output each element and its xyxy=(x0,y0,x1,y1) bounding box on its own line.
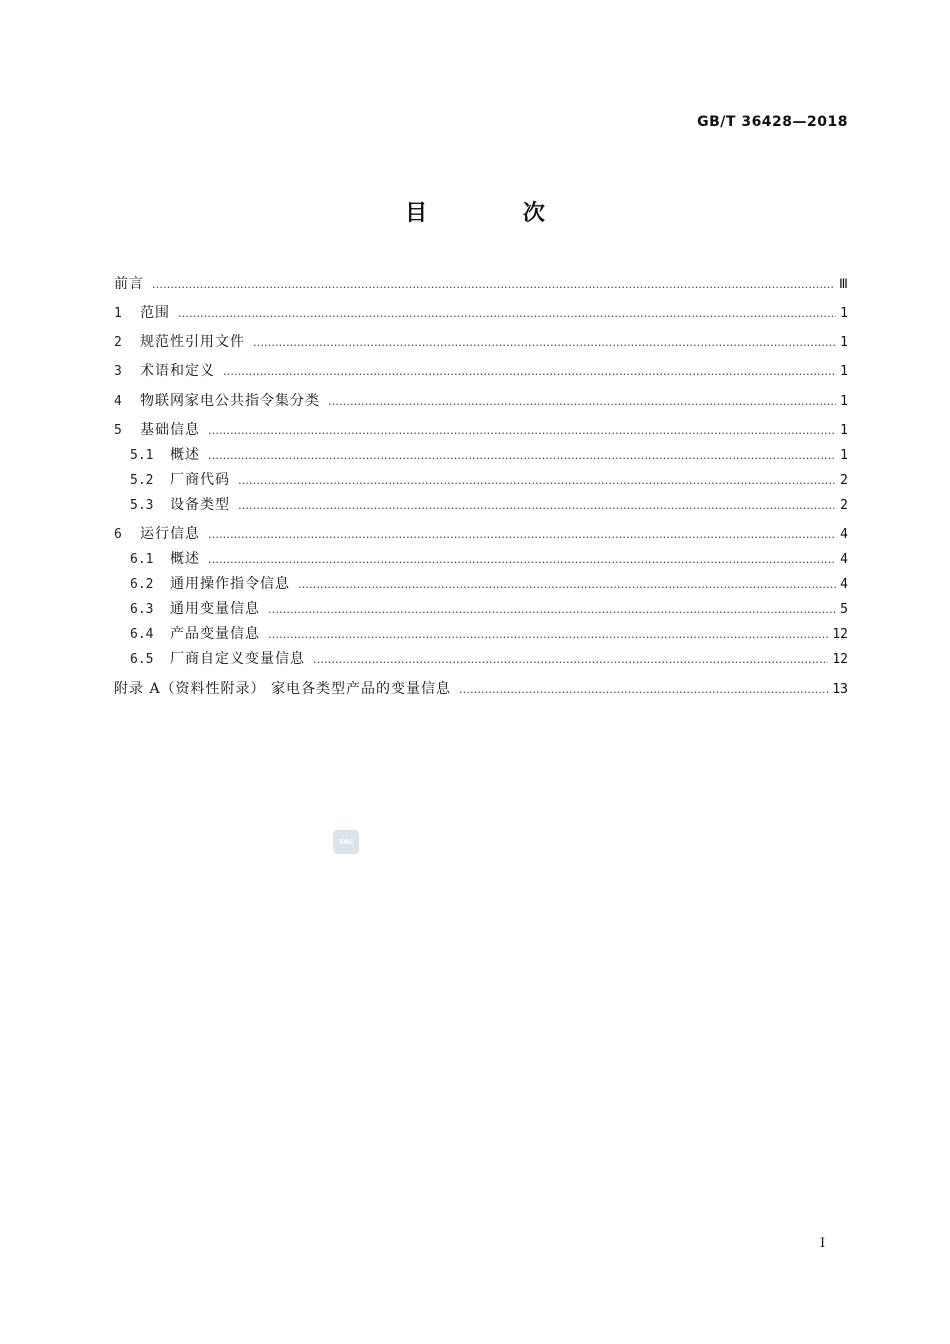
toc-label: 术语和定义 xyxy=(140,363,215,379)
toc-entry-6-2[interactable] xyxy=(130,574,848,594)
toc-label: 通用操作指令信息 xyxy=(170,576,290,592)
toc-page: Ⅲ xyxy=(839,277,848,292)
toc-number: 3 xyxy=(114,364,122,379)
toc-leader-dots xyxy=(208,550,836,570)
toc-entry-3[interactable] xyxy=(114,361,848,381)
toc-page: 1 xyxy=(840,364,848,379)
toc-entry-annex-a[interactable] xyxy=(114,679,848,699)
standard-number: GB/T 36428—2018 xyxy=(697,114,848,130)
toc-leader-dots xyxy=(152,275,835,295)
toc-label: 厂商代码 xyxy=(170,472,230,488)
toc-number: 5.3 xyxy=(130,498,154,513)
toc-page: 4 xyxy=(840,527,848,542)
toc-page: 13 xyxy=(832,682,848,697)
toc-page: 2 xyxy=(840,473,848,488)
toc-number: 6.4 xyxy=(130,627,154,642)
toc-page: 1 xyxy=(840,335,848,350)
toc-number: 1 xyxy=(114,306,122,321)
toc-leader-dots xyxy=(313,650,828,670)
toc-leader-dots xyxy=(268,625,828,645)
toc-number: 6 xyxy=(114,527,122,542)
toc-leader-dots xyxy=(223,362,836,382)
toc-leader-dots xyxy=(178,304,836,324)
toc-entry-4[interactable] xyxy=(114,391,848,411)
toc-label: 产品变量信息 xyxy=(170,626,260,642)
toc-number: 2 xyxy=(114,335,122,350)
toc-leader-dots xyxy=(208,421,836,441)
toc-leader-dots xyxy=(238,471,836,491)
toc-number: 5 xyxy=(114,423,122,438)
toc-leader-dots xyxy=(208,525,836,545)
toc-label: 范围 xyxy=(140,305,170,321)
toc-page: 4 xyxy=(840,552,848,567)
toc-page: 1 xyxy=(840,306,848,321)
toc-entry-5-1[interactable] xyxy=(130,445,848,465)
toc-page: 2 xyxy=(840,498,848,513)
toc-number: 4 xyxy=(114,394,122,409)
toc-title: 目 次 xyxy=(405,201,589,226)
toc-entry-6-3[interactable] xyxy=(130,599,848,619)
toc-label: 厂商自定义变量信息 xyxy=(170,651,305,667)
toc-page: 1 xyxy=(840,423,848,438)
toc-label: 前言 xyxy=(114,276,144,292)
toc-number: 6.5 xyxy=(130,652,154,667)
toc-number: 6.1 xyxy=(130,552,154,567)
toc-leader-dots xyxy=(298,575,836,595)
toc-page: 12 xyxy=(832,627,848,642)
toc-entry-5-3[interactable] xyxy=(130,495,848,515)
toc-entry-2[interactable] xyxy=(114,332,848,352)
toc-label: 设备类型 xyxy=(170,497,230,513)
toc-entry-1[interactable] xyxy=(114,303,848,323)
toc-page: 4 xyxy=(840,577,848,592)
toc-label: 概述 xyxy=(170,551,200,567)
toc-label: 基础信息 xyxy=(140,422,200,438)
toc-label: 附录 A（资料性附录） 家电各类型产品的变量信息 xyxy=(114,681,452,697)
toc-leader-dots xyxy=(328,392,836,412)
toc-page: 1 xyxy=(840,394,848,409)
toc-label: 概述 xyxy=(170,447,200,463)
toc-entry-6-5[interactable] xyxy=(130,649,848,669)
toc-leader-dots xyxy=(238,496,836,516)
toc-number: 6.2 xyxy=(130,577,154,592)
page-number: I xyxy=(820,1236,826,1251)
toc-label: 物联网家电公共指令集分类 xyxy=(140,393,320,409)
toc-label: 通用变量信息 xyxy=(170,601,260,617)
toc-leader-dots xyxy=(253,333,836,353)
toc-label: 规范性引用文件 xyxy=(140,334,245,350)
toc-number: 6.3 xyxy=(130,602,154,617)
toc-entry-6[interactable] xyxy=(114,524,848,544)
toc-label: 运行信息 xyxy=(140,526,200,542)
toc-entry-foreword[interactable] xyxy=(114,274,848,294)
toc-page: 12 xyxy=(832,652,848,667)
toc-leader-dots xyxy=(268,600,836,620)
toc-number: 5.1 xyxy=(130,448,154,463)
sac-watermark-logo: SAC xyxy=(333,830,359,854)
toc-leader-dots xyxy=(208,446,836,466)
toc-page: 1 xyxy=(840,448,848,463)
toc-entry-6-4[interactable] xyxy=(130,624,848,644)
toc-number: 5.2 xyxy=(130,473,154,488)
toc-entry-5[interactable] xyxy=(114,420,848,440)
toc-page: 5 xyxy=(840,602,848,617)
toc-entry-6-1[interactable] xyxy=(130,549,848,569)
toc-entry-5-2[interactable] xyxy=(130,470,848,490)
toc-leader-dots xyxy=(459,680,828,700)
